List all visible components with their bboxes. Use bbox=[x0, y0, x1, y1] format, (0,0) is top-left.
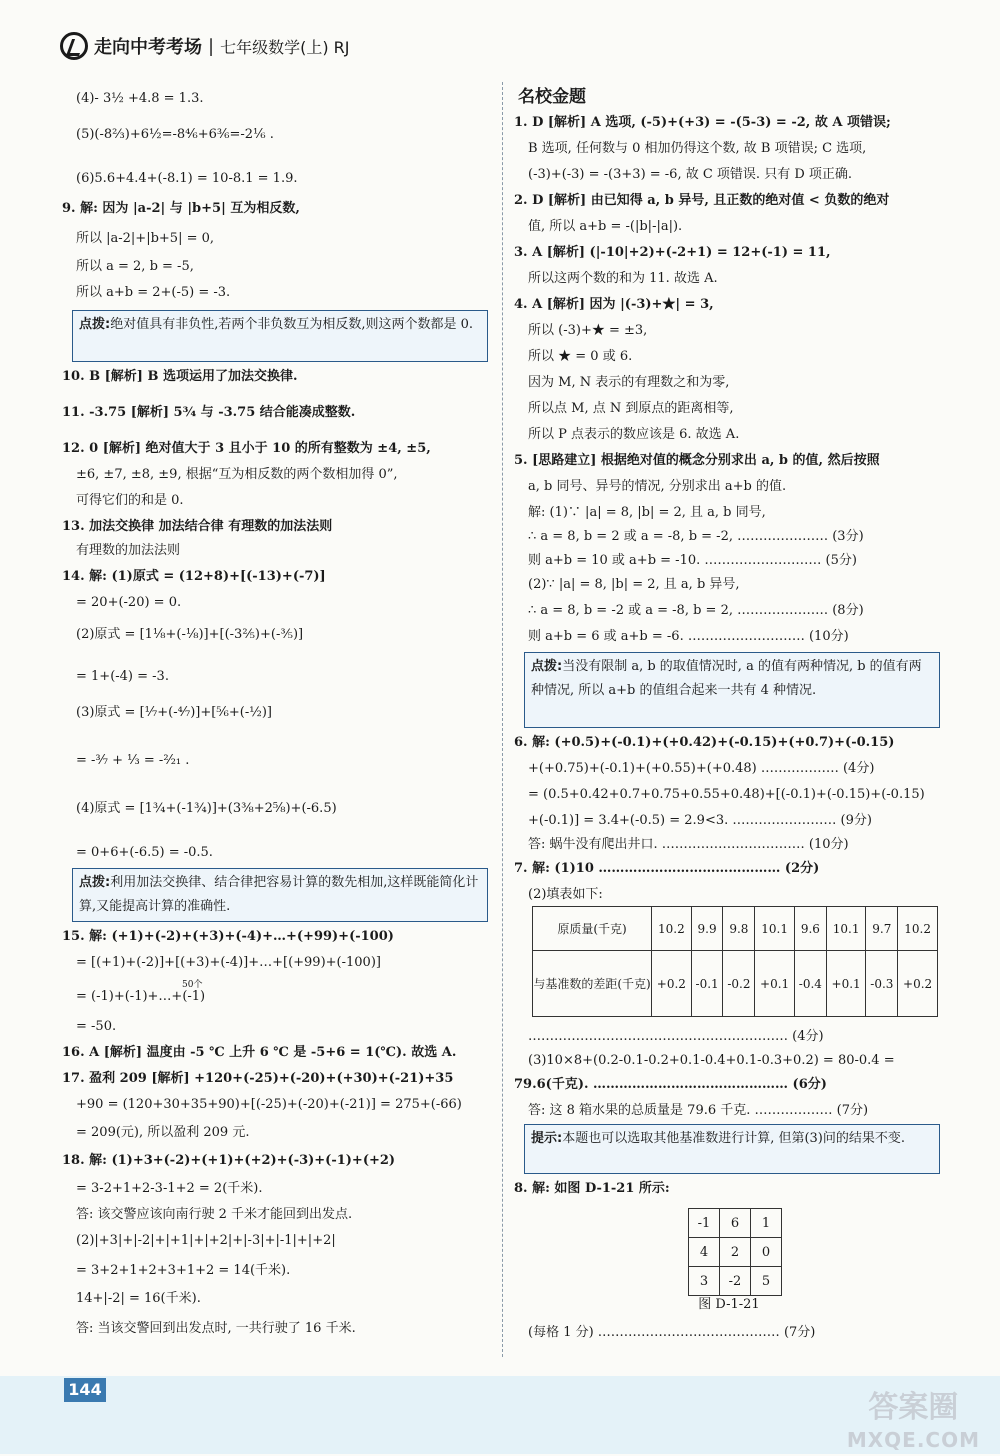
right-line: 所以这两个数的和为 11. 故选 A. bbox=[528, 271, 718, 286]
left-line: 16. A [解析] 温度由 -5 ℃ 上升 6 ℃ 是 -5+6 = 1(℃). 故选 A. bbox=[62, 1045, 457, 1060]
right-line: (每格 1 分) …………………………………… (7分) bbox=[528, 1325, 816, 1340]
tip-box bbox=[524, 652, 940, 728]
book-subtitle: 七年级数学(上) RJ bbox=[220, 37, 350, 57]
table-cell: 10.1 bbox=[826, 907, 866, 951]
table-cell: +0.2 bbox=[652, 951, 692, 1017]
table-cell: 10.1 bbox=[755, 907, 795, 951]
left-line: 18. 解: (1)+3+(-2)+(+1)+(+2)+(-3)+(-1)+(+2) bbox=[62, 1153, 396, 1168]
left-line: = 20+(-20) = 0. bbox=[76, 595, 182, 610]
left-line: 13. 加法交换律 加法结合律 有理数的加法法则 bbox=[62, 519, 333, 534]
left-line: 10. B [解析] B 选项运用了加法交换律. bbox=[62, 369, 298, 384]
left-line: 所以 a+b = 2+(-5) = -3. bbox=[76, 285, 231, 300]
table-cell: +0.1 bbox=[755, 951, 795, 1017]
left-line: 可得它们的和是 0. bbox=[76, 493, 184, 508]
right-line: 7. 解: (1)10 …………………………………… (2分) bbox=[514, 861, 820, 876]
right-line: 则 a+b = 10 或 a+b = -10. ……………………… (5分) bbox=[528, 553, 857, 568]
left-line: 答: 当该交警回到出发点时, 一共行驶了 16 千米. bbox=[76, 1321, 356, 1336]
left-line: = 0+6+(-6.5) = -0.5. bbox=[76, 845, 213, 860]
left-line: 12. 0 [解析] 绝对值大于 3 且小于 10 的所有整数为 ±4, ±5, bbox=[62, 441, 431, 456]
left-line: = [(+1)+(-2)]+[(+3)+(-4)]+…+[(+99)+(-100)] bbox=[76, 955, 381, 970]
right-line: 所以 P 点表示的数应该是 6. 故选 A. bbox=[528, 427, 740, 442]
left-line: = (-1)+(-1)+…+(-1) bbox=[76, 989, 206, 1004]
right-line: 答: 这 8 箱水果的总质量是 79.6 千克. ……………… (7分) bbox=[528, 1103, 869, 1118]
left-line: 11. -3.75 [解析] 5¾ 与 -3.75 结合能凑成整数. bbox=[62, 405, 356, 420]
right-line: 2. D [解析] 由已知得 a, b 异号, 且正数的绝对值 < 负数的绝对 bbox=[514, 193, 890, 208]
left-line: = 3-2+1+2-3-1+2 = 2(千米). bbox=[76, 1181, 263, 1196]
watermark-main: 答案圈 bbox=[868, 1390, 959, 1425]
right-line: 所以点 M, 点 N 到原点的距离相等, bbox=[528, 401, 734, 416]
right-line: 所以 ★ = 0 或 6. bbox=[528, 349, 633, 364]
tip-box bbox=[524, 1124, 940, 1174]
table-cell: 10.2 bbox=[898, 907, 938, 951]
right-line: (-3)+(-3) = -(3+3) = -6, 故 C 项错误. 只有 D 项正确. bbox=[528, 167, 853, 182]
right-line: 5. [思路建立] 根据绝对值的概念分别求出 a, b 的值, 然后按照 bbox=[514, 453, 880, 468]
watermark-url: MXQE.COM bbox=[846, 1428, 980, 1452]
table-row-label: 原质量(千克) bbox=[533, 907, 652, 951]
left-line: 15. 解: (+1)+(-2)+(+3)+(-4)+…+(+99)+(-100) bbox=[62, 929, 394, 944]
grid-cell: 6 bbox=[720, 1209, 751, 1238]
right-line: 3. A [解析] (|-10|+2)+(-2+1) = 12+(-1) = 11, bbox=[514, 245, 831, 260]
table-cell: -0.2 bbox=[723, 951, 755, 1017]
grid-cell: 3 bbox=[689, 1267, 720, 1296]
left-line: (6)5.6+4.4+(-8.1) = 10-8.1 = 1.9. bbox=[76, 171, 298, 186]
left-line: (5)(-8⅔)+6½=-8⁴⁄₆+6³⁄₆=-2⅙ . bbox=[76, 127, 274, 142]
watermark bbox=[847, 1392, 980, 1456]
tip-box bbox=[72, 868, 488, 922]
left-line: ±6, ±7, ±8, ±9, 根据“互为相反数的两个数相加得 0”, bbox=[76, 467, 398, 482]
right-line: 答: 蜗牛没有爬出井口. …………………………… (10分) bbox=[528, 837, 849, 852]
right-line: +(+0.75)+(-0.1)+(+0.55)+(+0.48) ……………… (4分) bbox=[528, 761, 875, 776]
left-line: +90 = (120+30+35+90)+[(-25)+(-20)+(-21)] = 275+(-66) bbox=[76, 1097, 462, 1112]
right-line: ∴ a = 8, b = 2 或 a = -8, b = -2, ………………… (3分) bbox=[528, 529, 864, 544]
left-line: 有理数的加法法则 bbox=[76, 543, 181, 558]
brand-title: 走向中考考场 bbox=[94, 37, 202, 58]
tip-text: 利用加法交换律、结合律把容易计算的数先相加,这样既能简化计算,又能提高计算的准确性. bbox=[79, 875, 479, 914]
left-line: = -50. bbox=[76, 1019, 117, 1034]
left-line: = -³⁄₇ + ⅓ = -²⁄₂₁ . bbox=[76, 753, 190, 768]
left-line: (2)|+3|+|-2|+|+1|+|+2|+|-3|+|-1|+|+2| bbox=[76, 1233, 336, 1248]
left-line: 14. 解: (1)原式 = (12+8)+[(-13)+(-7)] bbox=[62, 569, 326, 584]
right-line: 4. A [解析] 因为 |(-3)+★| = 3, bbox=[514, 297, 714, 312]
header-separator: | bbox=[208, 35, 215, 57]
right-line: +(-0.1)] = 3.4+(-0.5) = 2.9<3. …………………… (9分) bbox=[528, 813, 872, 828]
table-cell: +0.2 bbox=[898, 951, 938, 1017]
grid-cell: 5 bbox=[751, 1267, 782, 1296]
left-line: = 3+2+1+2+3+1+2 = 14(千米). bbox=[76, 1263, 291, 1278]
brand-logo-icon bbox=[60, 32, 88, 60]
right-line: 8. 解: 如图 D-1-21 所示: bbox=[514, 1181, 670, 1196]
table-cell: -0.4 bbox=[794, 951, 826, 1017]
left-line: = 209(元), 所以盈利 209 元. bbox=[76, 1125, 250, 1140]
right-line: 图 D-1-21 bbox=[698, 1297, 760, 1312]
tip-label: 点拨: bbox=[79, 875, 111, 890]
grid-cell: 4 bbox=[689, 1238, 720, 1267]
magic-square-grid bbox=[688, 1208, 782, 1296]
left-line: 14+|-2| = 16(千米). bbox=[76, 1291, 201, 1306]
right-line: a, b 同号、异号的情况, 分别求出 a+b 的值. bbox=[528, 479, 787, 494]
right-line: 6. 解: (+0.5)+(-0.1)+(+0.42)+(-0.15)+(+0.7)+(-0.15) bbox=[514, 735, 895, 750]
right-line: (3)10×8+(0.2-0.1-0.2+0.1-0.4+0.1-0.3+0.2) = 80-0.4 = bbox=[528, 1053, 895, 1068]
tip-text: 当没有限制 a, b 的取值情况时, a 的值有两种情况, b 的值有两种情况, 所以 a+b 的值组合起来一共有 4 种情况. bbox=[531, 659, 922, 698]
left-line: 50个 bbox=[182, 980, 203, 990]
table-cell: 9.9 bbox=[691, 907, 723, 951]
table-cell: 10.2 bbox=[652, 907, 692, 951]
right-line: (2)∵ |a| = 8, |b| = 2, 且 a, b 异号, bbox=[528, 577, 740, 592]
left-line: = 1+(-4) = -3. bbox=[76, 669, 169, 684]
left-line: (4)原式 = [1¾+(-1¾)]+(3⅜+2⅝)+(-6.5) bbox=[76, 801, 337, 816]
tip-label: 点拨: bbox=[79, 317, 111, 332]
table-cell: 9.7 bbox=[866, 907, 898, 951]
tip-text: 绝对值具有非负性,若两个非负数互为相反数,则这两个数都是 0. bbox=[110, 317, 474, 332]
right-line: (2)填表如下: bbox=[528, 887, 603, 902]
grid-cell: 1 bbox=[751, 1209, 782, 1238]
grid-cell: -2 bbox=[720, 1267, 751, 1296]
tip-text: 本题也可以选取其他基准数进行计算, 但第(3)问的结果不变. bbox=[562, 1131, 906, 1146]
left-line: 17. 盈利 209 [解析] +120+(-25)+(-20)+(+30)+(-21)+35 bbox=[62, 1071, 454, 1086]
table-cell: +0.1 bbox=[826, 951, 866, 1017]
page-number: 144 bbox=[64, 1378, 106, 1402]
left-line: 所以 a = 2, b = -5, bbox=[76, 259, 194, 274]
tip-label: 提示: bbox=[531, 1131, 563, 1146]
section-title: 名校金题 bbox=[518, 87, 586, 107]
tip-label: 点拨: bbox=[531, 659, 563, 674]
table-cell: -0.3 bbox=[866, 951, 898, 1017]
table-cell: -0.1 bbox=[691, 951, 723, 1017]
left-line: (2)原式 = [1⅛+(-⅛)]+[(-3⅖)+(-⅗)] bbox=[76, 627, 304, 642]
right-line: 解: (1)∵ |a| = 8, |b| = 2, 且 a, b 同号, bbox=[528, 505, 766, 520]
right-line: 因为 M, N 表示的有理数之和为零, bbox=[528, 375, 730, 390]
right-line: 79.6(千克). ……………………………………… (6分) bbox=[514, 1077, 827, 1092]
left-line: (4)- 3½ +4.8 = 1.3. bbox=[76, 91, 204, 106]
left-line: 答: 该交警应该向南行驶 2 千米才能回到出发点. bbox=[76, 1207, 353, 1222]
right-line: …………………………………………………… (4分) bbox=[528, 1029, 824, 1044]
table-cell: 9.6 bbox=[794, 907, 826, 951]
header bbox=[60, 28, 350, 64]
left-line: 所以 |a-2|+|b+5| = 0, bbox=[76, 231, 215, 246]
right-line: B 选项, 任何数与 0 相加仍得这个数, 故 B 项错误; C 选项, bbox=[528, 141, 867, 156]
left-line: (3)原式 = [⅐+(-⁴⁄₇)]+[⁵⁄₆+(-½)] bbox=[76, 705, 272, 720]
left-line: 9. 解: 因为 |a-2| 与 |b+5| 互为相反数, bbox=[62, 201, 300, 216]
right-line: 1. D [解析] A 选项, (-5)+(+3) = -(5-3) = -2, 故 A 项错误; bbox=[514, 115, 891, 130]
table-cell: 9.8 bbox=[723, 907, 755, 951]
right-line: 值, 所以 a+b = -(|b|-|a|). bbox=[528, 219, 683, 234]
right-line: = (0.5+0.42+0.7+0.75+0.55+0.48)+[(-0.1)+(-0.15)+(-0.15) bbox=[528, 787, 925, 802]
column-divider bbox=[502, 82, 503, 1357]
fruit-weight-table bbox=[532, 906, 938, 1017]
tip-box bbox=[72, 310, 488, 362]
right-line: 所以 (-3)+★ = ±3, bbox=[528, 323, 648, 338]
grid-cell: 2 bbox=[720, 1238, 751, 1267]
table-row-label: 与基准数的差距(千克) bbox=[533, 951, 652, 1017]
grid-cell: -1 bbox=[689, 1209, 720, 1238]
right-line: ∴ a = 8, b = -2 或 a = -8, b = 2, ………………… (8分) bbox=[528, 603, 864, 618]
grid-cell: 0 bbox=[751, 1238, 782, 1267]
right-line: 则 a+b = 6 或 a+b = -6. ……………………… (10分) bbox=[528, 629, 849, 644]
